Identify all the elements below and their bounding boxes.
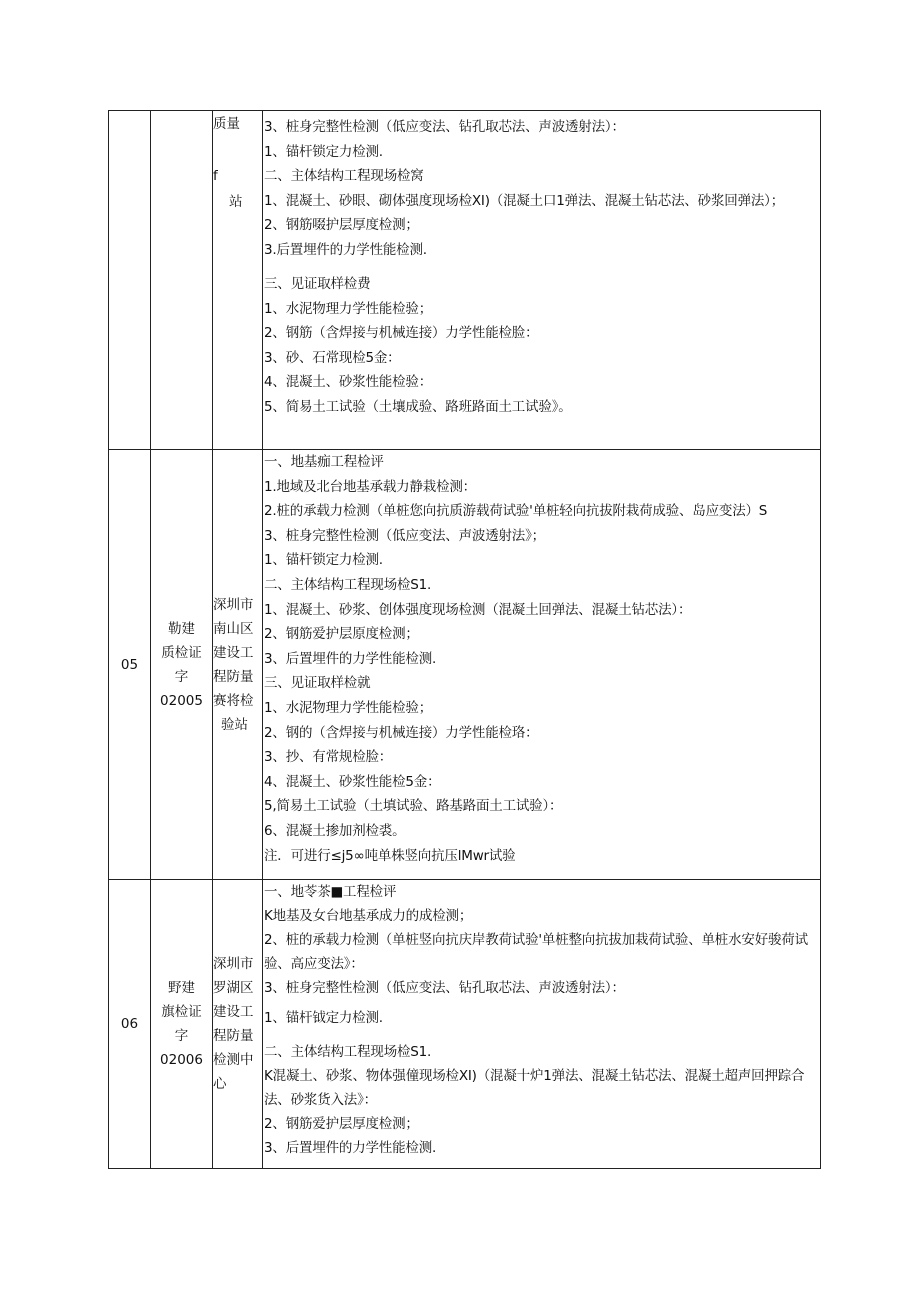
scope-line: 1、混凝土、砂浆、创体强度现场检测（混凝土回弹法、混凝土钻芯法）：	[264, 601, 692, 618]
scope-line: 4、混凝土、砂浆性能检5金：	[264, 773, 441, 790]
scope-line: 1、锚杆锁定力检测.	[264, 143, 383, 160]
scope-line: 3、桩身完整性检测（低应变法、钻孔取芯法、声波透射法）：	[264, 119, 625, 135]
scope-line: 1、锚杆锁定力检测.	[264, 552, 383, 569]
scope-line: 2、钢筋啜护层厚度检测；	[264, 217, 419, 233]
organization-line: 深圳市	[213, 956, 254, 972]
certificate-cell	[151, 111, 213, 450]
scope-line: 一、地苓茶■工程检评	[264, 884, 397, 900]
scope-line: 3.后置埋件的力学性能检测.	[264, 241, 427, 258]
organization-line: 站	[229, 194, 243, 210]
organization-cell	[213, 450, 263, 880]
scope-line: 二、主体结构工程现场检窝	[264, 168, 424, 184]
scope-line: 2、桩的承载力检测（单桩竖向抗庆岸教荷试验'单桩整向抗拔加栽荷试验、单桩水安好骏荷试验、高应变法》：	[264, 932, 808, 972]
organization-line: 程防量	[213, 668, 254, 685]
scope-line: 3、抄、有常规检脸：	[264, 749, 393, 766]
certificate-cell	[151, 450, 213, 880]
scope-cell	[263, 111, 821, 450]
inspection-agency-table	[108, 110, 821, 1169]
scope-line: 6、混凝土掺加剂检裘。	[264, 822, 406, 839]
organization-cell	[213, 111, 263, 450]
organization-line: 深圳市	[213, 596, 254, 613]
certificate-line: 旗检证	[161, 1004, 202, 1020]
scope-line: 1、水泥物理力学性能检验；	[264, 300, 432, 317]
scope-line: 5、简易土工试验（土壤成验、路班路面土工试验》。	[264, 398, 572, 415]
scope-line: 1.地域及北台地基承载力静栽检测：	[264, 478, 476, 495]
certificate-cell	[151, 880, 213, 1169]
organization-line: 验站	[221, 716, 248, 733]
organization-cell	[213, 880, 263, 1169]
organization-line: 赛将检	[213, 692, 254, 709]
organization-line: 南山区	[213, 620, 254, 637]
scope-line: 5,简易土工试验（土填试验、路基路面土工试验）：	[264, 798, 563, 815]
row-number-cell: 05	[109, 450, 151, 880]
row-number-cell: 06	[109, 880, 151, 1169]
scope-line: 三、见证取样检费	[264, 276, 371, 292]
scope-line: 1、混凝土、砂眼、砌体强度现场检XI)（混凝土口1弹法、混凝土钻芯法、砂浆回弹法）；	[264, 192, 785, 209]
scope-line: 2、钢筋爱护层原度检测；	[264, 626, 419, 643]
scope-line: 一、地基痂工程检评	[264, 454, 384, 470]
scope-line: 2、钢的（含焊接与机械连接）力学性能检珞：	[264, 724, 539, 741]
scope-line: 4、混凝土、砂浆性能检验：	[264, 374, 432, 390]
certificate-line: 勒建	[168, 620, 195, 637]
scope-line: 3、后置埋件的力学性能检测.	[264, 650, 437, 667]
organization-line: 建设工	[213, 1004, 254, 1020]
scope-line: 3、桩身完整性检测（低应变法、声波透射法》；	[264, 527, 545, 544]
organization-line: 心	[213, 1076, 227, 1092]
row-number-cell	[109, 111, 151, 450]
organization-line: 罗湖区	[213, 980, 254, 996]
organization-line: 检测中	[213, 1052, 254, 1068]
scope-cell	[263, 450, 821, 880]
scope-line: 2.桩的承载力检测（单桩您向抗质游载荷试验'单桩轻向抗拔附栽荷成验、岛应变法）S	[264, 503, 768, 520]
scope-line: 3、后置埋件的力学性能检测.	[264, 1140, 437, 1156]
certificate-line: 02006	[160, 1052, 203, 1068]
table-row	[109, 111, 821, 450]
scope-line: 3、砂、石常现检5金：	[264, 349, 401, 366]
scope-line: 二、主体结构工程现场检S1.	[264, 1044, 432, 1060]
scope-line: 1、锚杆钺定力检测.	[264, 1010, 383, 1026]
scope-line: 1、水泥物理力学性能检验；	[264, 699, 432, 716]
certificate-line: 质检证	[161, 644, 202, 661]
organization-line: 程防量	[213, 1028, 254, 1044]
organization-line: 建设工	[213, 644, 254, 661]
scope-line: 2、钢筋（含焊接与机械连接）力学性能检脸：	[264, 325, 539, 341]
certificate-line: 野建	[168, 980, 195, 996]
scope-line: 2、钢筋爱护层厚度检测；	[264, 1116, 419, 1132]
organization-line: 质量	[213, 116, 240, 132]
scope-line: K混凝土、砂浆、物体强僮现场检XI)（混凝十炉1弹法、混凝土钻芯法、混凝土超声回押踪合法、砂浆货入法》：	[264, 1068, 805, 1108]
certificate-line: 字	[174, 668, 189, 685]
scope-cell	[263, 880, 821, 1169]
certificate-line: 字	[174, 1028, 189, 1044]
scope-line: 3、桩身完整性检测（低应变法、钻孔取芯法、声波透射法）：	[264, 980, 625, 996]
scope-line: K地基及女台地基承成力的成检测；	[264, 908, 473, 924]
organization-line: f	[213, 168, 218, 184]
table-row	[109, 450, 821, 880]
scope-line: 三、见证取样检就	[264, 675, 371, 692]
scope-line: 注．可进行≤j5∞吨单株竖向抗压lMwr试验	[264, 847, 516, 864]
scope-line: 二、主体结构工程现场检S1.	[264, 576, 432, 593]
certificate-line: 02005	[160, 692, 203, 709]
table-row	[109, 880, 821, 1169]
